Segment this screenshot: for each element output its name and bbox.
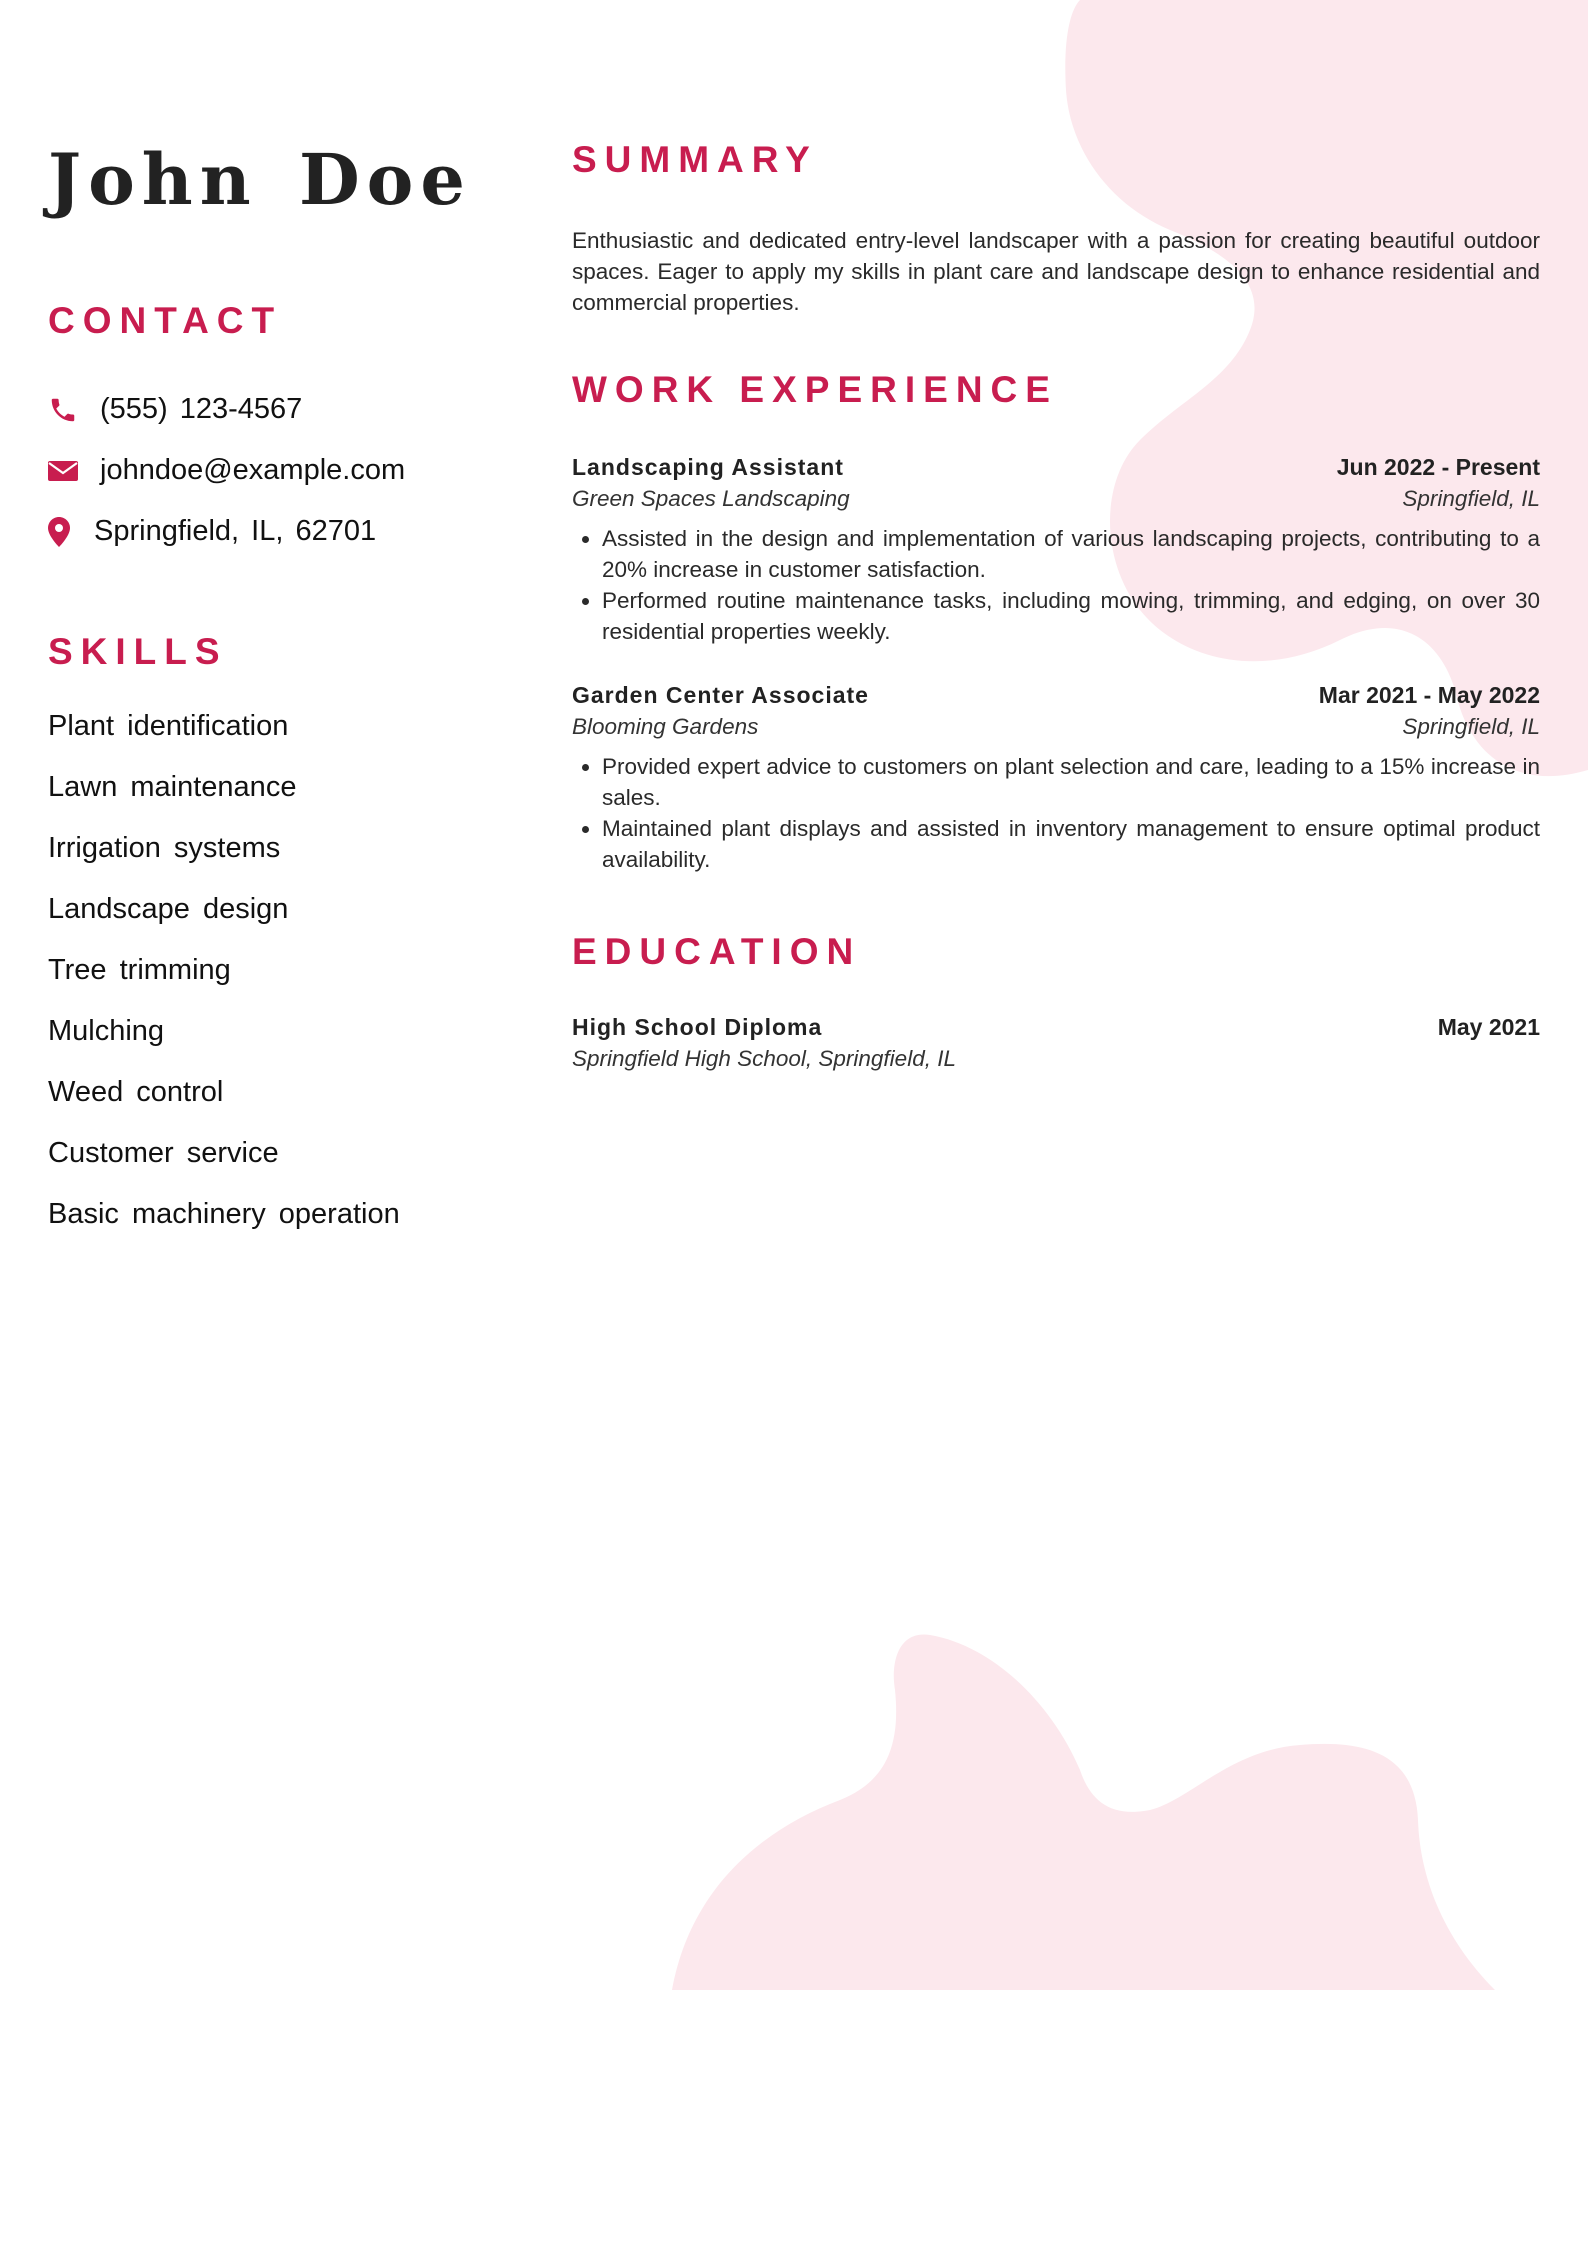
job-subheader [572, 483, 1540, 514]
skills-list [48, 708, 508, 1257]
contact-heading: CONTACT [48, 300, 283, 341]
skill-item: Landscape design [48, 893, 289, 925]
job-header [572, 680, 1540, 711]
job-bullet: • Assisted in the design and implementation of various landscaping projects, contributing to a 20% increase in customer satisfaction. [602, 523, 1540, 585]
work-experience-heading: WORK EXPERIENCE [572, 369, 1058, 410]
contact-list [48, 379, 508, 562]
job-bullet: • Provided expert advice to customers on plant selection and care, leading to a 15% increase in sales. [602, 751, 1540, 813]
job-entry [572, 452, 1540, 647]
email-text[interactable]: johndoe@example.com [100, 454, 406, 486]
job-bullet: • Performed routine maintenance tasks, including mowing, trimming, and edging, on over 30 residential properties weekly. [602, 585, 1540, 647]
skill-item: Plant identification [48, 710, 289, 742]
education-school: Springfield High School, Springfield, IL [572, 1046, 956, 1071]
skill-item: Weed control [48, 1076, 224, 1108]
right-column [572, 138, 1540, 1074]
education-heading: EDUCATION [572, 931, 862, 972]
left-column [48, 140, 508, 1257]
envelope-icon [48, 459, 100, 483]
skill-item: Mulching [48, 1015, 165, 1047]
phone-text[interactable]: (555) 123-4567 [100, 393, 303, 425]
contact-location [48, 501, 508, 562]
skill-item: Customer service [48, 1137, 279, 1169]
location-text: Springfield, IL, 62701 [94, 515, 377, 547]
job-dates: Mar 2021 - May 2022 [1318, 682, 1540, 708]
job-subheader [572, 711, 1540, 742]
job-company: Blooming Gardens [572, 714, 759, 739]
skill-item: Basic machinery operation [48, 1198, 400, 1230]
education-header [572, 1012, 1540, 1043]
job-bullets [572, 751, 1540, 875]
education-degree: High School Diploma [572, 1014, 823, 1040]
job-header [572, 452, 1540, 483]
job-location: Springfield, IL [1402, 486, 1540, 511]
job-entry [572, 680, 1540, 875]
skill-item: Irrigation systems [48, 832, 281, 864]
education-date: May 2021 [1437, 1014, 1540, 1040]
job-location: Springfield, IL [1402, 714, 1540, 739]
skills-heading: SKILLS [48, 631, 228, 672]
job-dates: Jun 2022 - Present [1336, 454, 1540, 480]
job-company: Green Spaces Landscaping [572, 486, 850, 511]
education-subheader [572, 1043, 1540, 1074]
job-title: Landscaping Assistant [572, 454, 844, 480]
contact-email [48, 440, 508, 501]
skill-item: Lawn maintenance [48, 771, 297, 803]
job-bullet: • Maintained plant displays and assisted in inventory management to ensure optimal product availability. [602, 813, 1540, 875]
education-entry [572, 1012, 1540, 1074]
phone-icon [48, 395, 100, 425]
summary-text: Enthusiastic and dedicated entry-level landscaper with a passion for creating beautiful outdoor spaces. Eager to apply my skills in plant care and landscape design to enhance residential and commercial properties. [572, 228, 1540, 315]
skill-item: Tree trimming [48, 954, 231, 986]
map-pin-icon [48, 517, 94, 547]
job-bullets [572, 523, 1540, 647]
summary-heading: SUMMARY [572, 139, 818, 180]
candidate-name: John Doe [48, 138, 472, 221]
contact-phone [48, 379, 508, 440]
job-title: Garden Center Associate [572, 682, 869, 708]
